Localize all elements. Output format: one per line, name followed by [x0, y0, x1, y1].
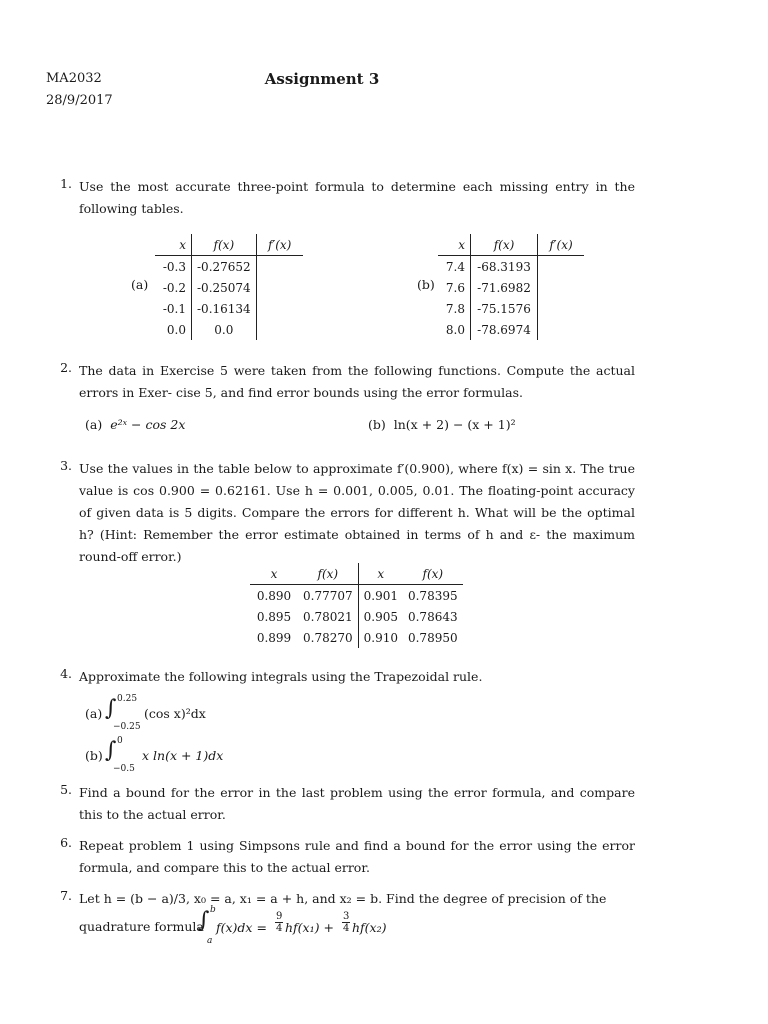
table-cell [256, 277, 303, 298]
q7-fraction-2 [342, 911, 350, 934]
table-cell: 0.78643 [407, 609, 458, 624]
table-cell: -78.6974 [471, 319, 538, 340]
q7-lead: quadrature formula [79, 919, 204, 934]
integral-sign-icon: ∫ [198, 908, 210, 933]
table-cell: 0.78021 [298, 606, 358, 627]
q7-upper-limit: b [210, 905, 216, 915]
q7-fraction-1-numerator: 9 [276, 911, 283, 922]
q4-text: Approximate the following integrals using the Trapezoidal rule. [79, 669, 483, 684]
q4-number: 4. [60, 666, 72, 681]
q7-fraction-2-numerator: 3 [343, 911, 350, 922]
table-cell: -0.1 [155, 298, 192, 319]
q7-lhs: f(x)dx = [216, 920, 267, 935]
q2-b-label: (b) [368, 417, 386, 432]
table-cell: -0.16134 [192, 298, 257, 319]
q2-number: 2. [60, 360, 72, 375]
q7-lower-limit: a [207, 936, 213, 946]
q2-b-expression: ln(x + 2) − (x + 1)² [393, 417, 516, 432]
q5-text: Find a bound for the error in the last problem using the error formula, and compare this to the actual error. [79, 785, 635, 822]
page-title: Assignment 3 [264, 70, 380, 88]
table-cell: -68.3193 [471, 256, 538, 278]
q7-term-2: hf(x₂) [352, 920, 387, 935]
table-cell [256, 298, 303, 319]
q6-text: Repeat problem 1 using Simpsons rule and find a bound for the error using the error formula, and compare this to the actual error. [79, 838, 635, 875]
q2-text: The data in Exercise 5 were taken from the following functions. Compute the actual errors in Exer- cise 5, and find error bounds using the error formulas. [79, 363, 635, 400]
table-cell: -0.3 [155, 256, 192, 278]
table-cell [538, 277, 585, 298]
q3-number: 3. [60, 458, 72, 473]
table-cell: 0.905 [363, 609, 398, 624]
q2-a-expression: e²ˣ − cos 2x [110, 417, 186, 432]
course-code: MA2032 [46, 71, 102, 86]
table-cell: 7.8 [438, 298, 471, 319]
q6-number: 6. [60, 835, 72, 850]
q4-a-lower-limit: −0.25 [113, 722, 141, 732]
table-cell: 0.910 [363, 630, 398, 645]
q4-a-upper-limit: 0.25 [117, 694, 138, 704]
q4-a-integrand: (cos x)²dx [144, 706, 206, 721]
q7-fraction-2-denominator: 4 [343, 923, 350, 934]
table-cell: 0.78395 [407, 588, 458, 603]
q7-term-1: hf(x₁) + [285, 920, 334, 935]
q7-text: Let h = (b − a)/3, x₀ = a, x₁ = a + h, and x₂ = b. Find the degree of precision of the [79, 891, 607, 906]
table-header: f′(x) [538, 234, 585, 256]
table-cell [538, 298, 585, 319]
q2-a [85, 417, 185, 432]
q7-fraction-1-denominator: 4 [276, 923, 283, 934]
table-cell: 0.895 [256, 609, 292, 624]
q3-table [250, 563, 463, 648]
q1-table-b [438, 234, 584, 340]
date: 28/9/2017 [46, 93, 113, 108]
q4-b-integrand: x ln(x + 1)dx [142, 748, 224, 763]
table-cell [538, 319, 585, 340]
table-header: f(x) [403, 563, 463, 585]
q4-b-label: (b) [85, 748, 103, 763]
table-header: f(x) [298, 563, 358, 585]
table-cell: 8.0 [438, 319, 471, 340]
table-header: x [358, 563, 403, 585]
table-header: f(x) [471, 234, 538, 256]
table-cell: 0.0 [192, 319, 257, 340]
integral-sign-icon: ∫ [105, 738, 117, 763]
table-cell: -0.25074 [192, 277, 257, 298]
table-cell: 0.890 [256, 588, 292, 603]
q4-a-label: (a) [85, 706, 103, 721]
q7-fraction-1 [275, 911, 283, 934]
q5-number: 5. [60, 782, 72, 797]
table-header: x [438, 234, 471, 256]
table-cell: -0.27652 [192, 256, 257, 278]
q1-table-b-label: (b) [417, 277, 435, 292]
q1-number: 1. [60, 176, 72, 191]
table-header: x [250, 563, 298, 585]
q1-table-a-label: (a) [131, 277, 149, 292]
table-cell: -0.2 [155, 277, 192, 298]
table-cell: 7.6 [438, 277, 471, 298]
q3-text: Use the values in the table below to approximate f′(0.900), where f(x) = sin x. The true value is cos 0.900 = 0.62161. Use h = 0.001, 0.005, 0.01. The floating-point accuracy of given data is 5 digits. Compare the errors for different h. What will be the optimal h? (Hint: Remember the error estimate obtained in terms of h and ε- the maximum round-off error.) [79, 461, 635, 564]
table-cell: -75.1576 [471, 298, 538, 319]
table-cell [256, 319, 303, 340]
q4-b-upper-limit: 0 [117, 736, 123, 746]
q2-a-label: (a) [85, 417, 103, 432]
table-cell: 0.899 [256, 630, 292, 645]
table-cell: 7.4 [438, 256, 471, 278]
table-header: f(x) [192, 234, 257, 256]
table-cell: -71.6982 [471, 277, 538, 298]
q7-number: 7. [60, 888, 72, 903]
table-cell [256, 256, 303, 278]
table-cell: 0.0 [155, 319, 192, 340]
integral-sign-icon: ∫ [105, 696, 117, 721]
q1-table-a [155, 234, 303, 340]
table-cell: 0.77707 [298, 585, 358, 607]
table-cell: 0.78950 [407, 630, 458, 645]
table-header: x [155, 234, 192, 256]
q1-text: Use the most accurate three-point formula to determine each missing entry in the following tables. [79, 179, 635, 216]
q2-b [368, 417, 516, 432]
table-cell [538, 256, 585, 278]
q4-b-lower-limit: −0.5 [113, 764, 135, 774]
table-cell: 0.901 [363, 588, 398, 603]
table-cell: 0.78270 [298, 627, 358, 648]
table-header: f′(x) [256, 234, 303, 256]
